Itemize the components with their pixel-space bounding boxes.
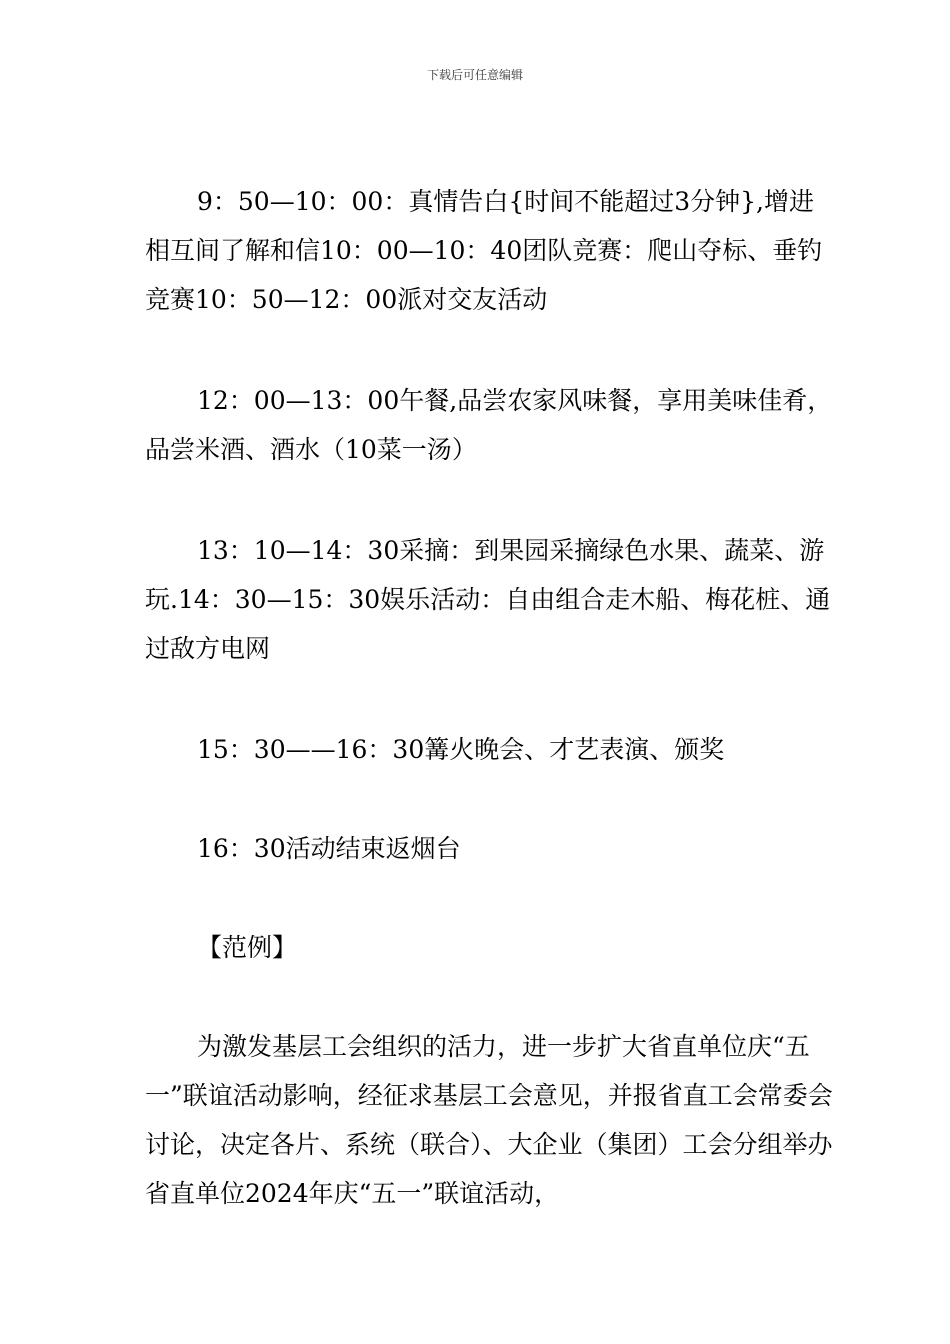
paragraph-schedule-morning: 9：50—10：00：真情告白{时间不能超过3分钟},增进相互间了解和信10：00—10：40团队竞赛：爬山夺标、垂钓竞赛10：50—12：00派对交友活动 [145, 187, 823, 314]
paragraph-evening: 15：30——16：30篝火晚会、才艺表演、颁奖 [197, 735, 725, 764]
paragraph-afternoon: 13：10—14：30采摘：到果园采摘绿色水果、蔬菜、游玩.14：30—15：30娱乐活动：自由组合走木船、梅花桩、通过敌方电网 [145, 536, 831, 663]
header-note: 下载后可任意编辑 [426, 68, 523, 82]
paragraph-lunch: 12：00—13：00午餐,品尝农家风味餐，享用美味佳肴，品尝米酒、酒水（10菜一汤） [145, 386, 833, 464]
paragraph-return: 16：30活动结束返烟台 [197, 834, 461, 863]
paragraph-example-body: 为激发基层工会组织的活力，进一步扩大省直单位庆“五一”联谊活动影响，经征求基层工会意见，并报省直工会常委会讨论，决定各片、系统（联合）、大企业（集团）工会分组举办省直单位2024年庆“五一”联谊活动， [145, 1032, 833, 1208]
document-body [145, 177, 835, 1218]
section-heading-example: 【范例】 [197, 933, 298, 962]
